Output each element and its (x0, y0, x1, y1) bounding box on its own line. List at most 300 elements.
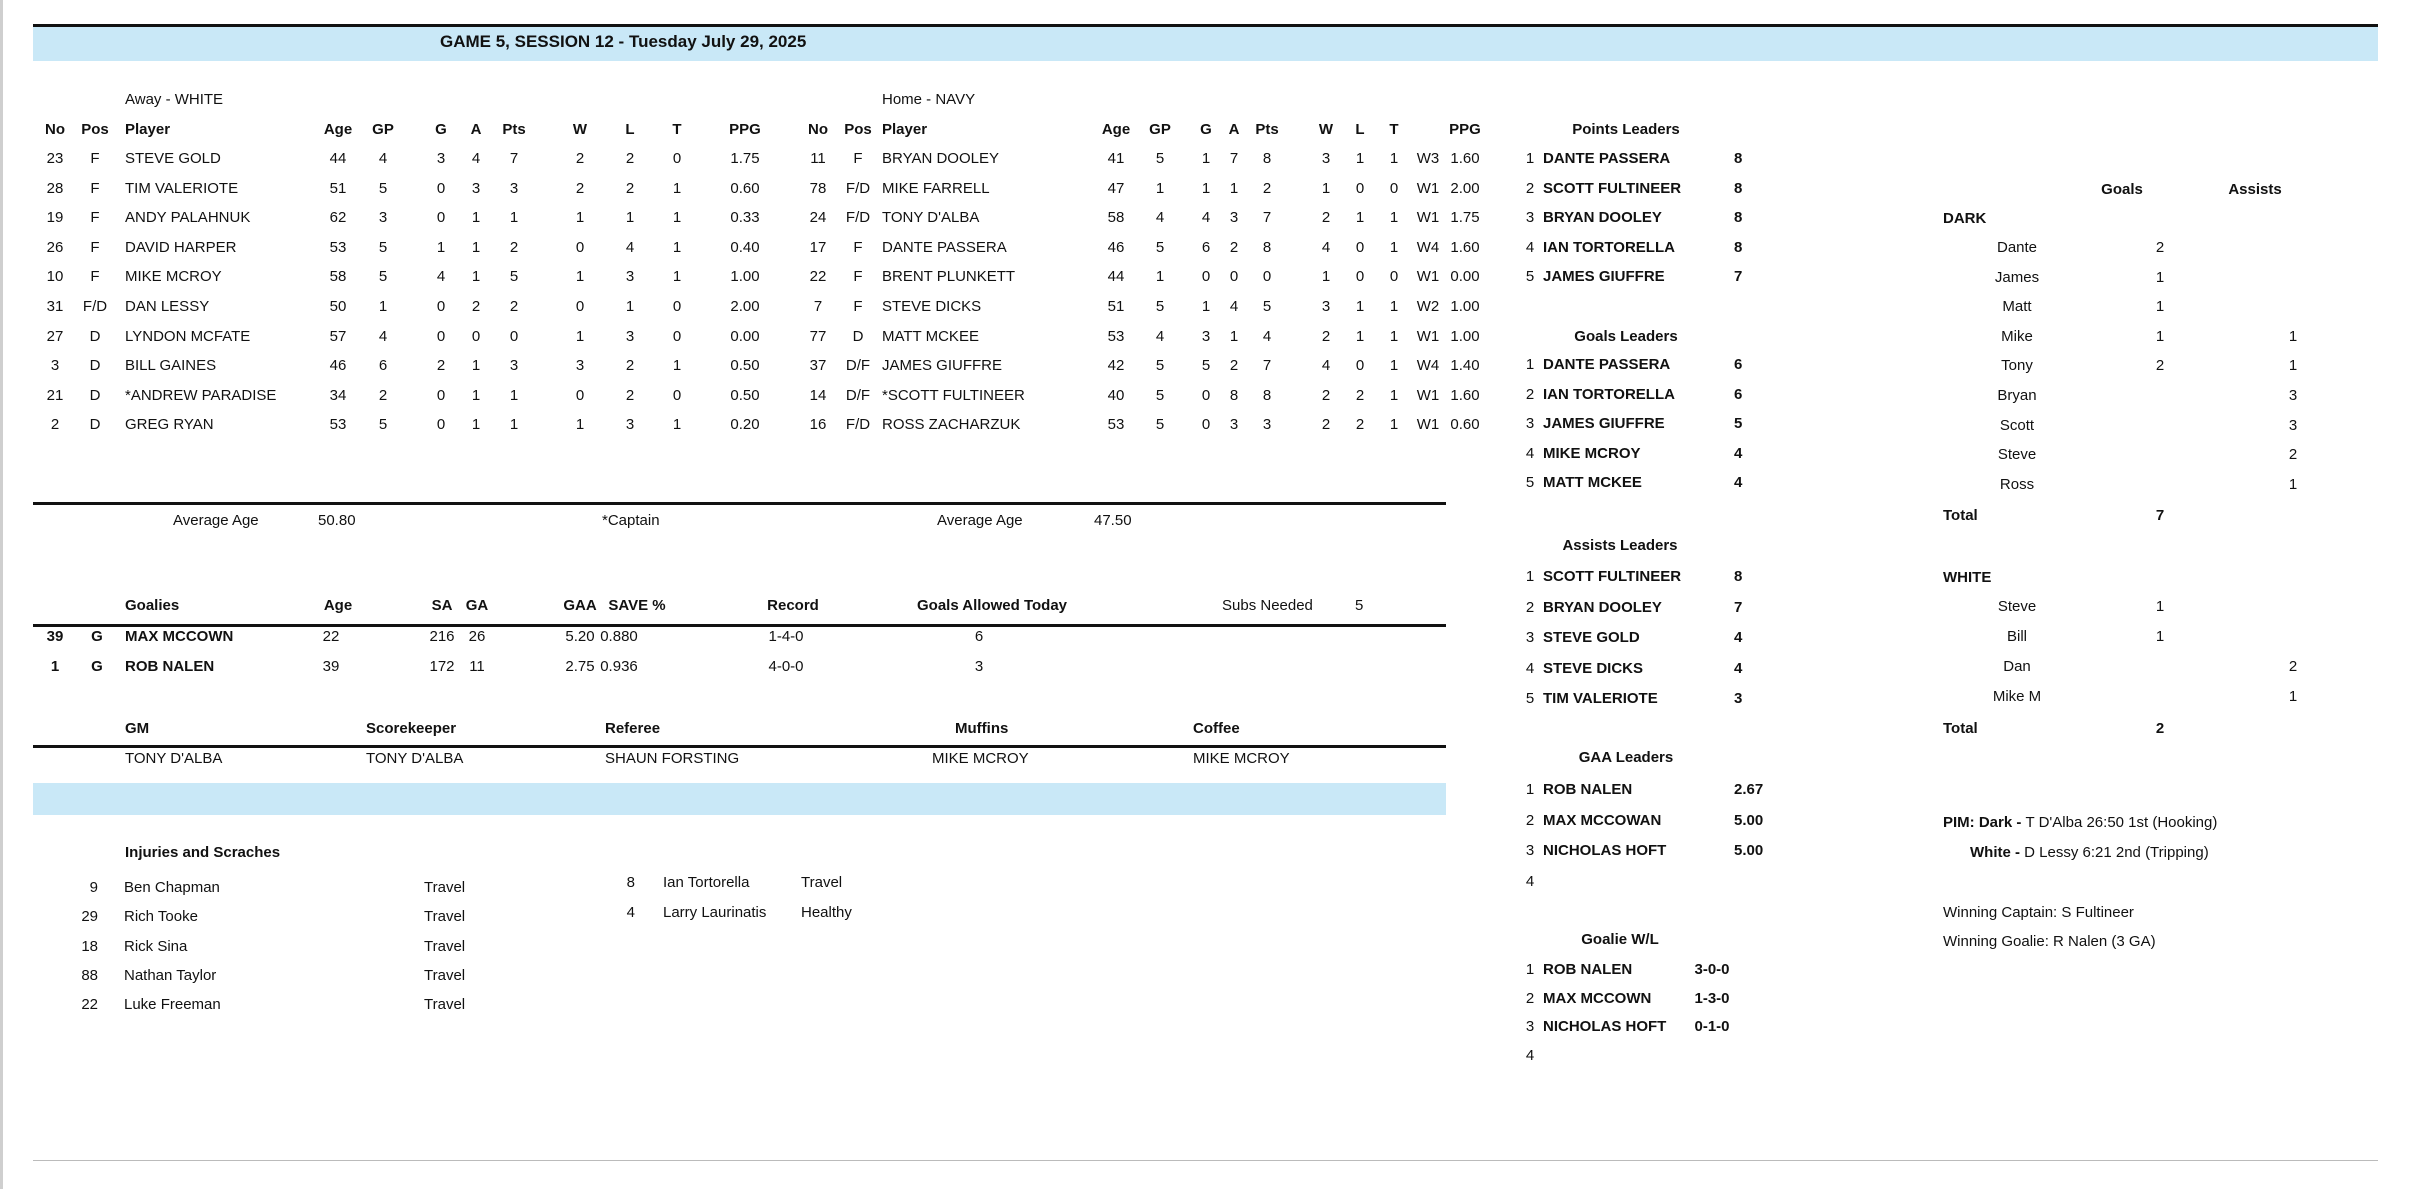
away-player-4-col-6: 1 (471, 268, 481, 285)
away-player-9-col-2: GREG RYAN (125, 416, 214, 433)
home-header-9: L (1355, 121, 1365, 138)
away-player-4-col-11: 1.00 (730, 268, 760, 285)
pim-dark-text: T D'Alba 26:50 1st (Hooking) (2025, 814, 2218, 831)
home-player-4-col-0: 22 (809, 268, 827, 285)
away-player-2-col-2: ANDY PALAHNUK (125, 209, 251, 226)
staff-header-3: Muffins (955, 720, 1009, 737)
away-player-0-col-7: 7 (509, 150, 519, 167)
leaders-gaa-rank-3: 4 (1525, 873, 1535, 890)
leaders-points-name-4: JAMES GIUFFRE (1543, 268, 1665, 285)
white-player-3: Mike M (1992, 688, 2042, 705)
injury-right-1-number: 4 (626, 904, 635, 921)
home-player-2-col-11: W1 (1416, 209, 1440, 226)
injury-left-0-number: 9 (89, 879, 98, 896)
away-player-3-col-11: 0.40 (730, 239, 760, 256)
leaders-goals-name-2: JAMES GIUFFRE (1543, 415, 1665, 432)
goalie-row-1-col-2: ROB NALEN (125, 658, 215, 675)
away-player-1-col-9: 2 (625, 180, 635, 197)
away-player-9-col-3: 53 (329, 416, 347, 433)
home-player-4-col-10: 0 (1389, 268, 1399, 285)
away-player-7-col-9: 2 (625, 357, 635, 374)
leaders-goals-name-1: IAN TORTORELLA (1543, 386, 1675, 403)
pim-dark-label: PIM: Dark - (1943, 814, 2026, 831)
away-player-9-col-9: 3 (625, 416, 635, 433)
away-player-6-col-0: 27 (46, 328, 64, 345)
away-player-5-col-1: F/D (82, 298, 108, 315)
leaders-assists-name-1: BRYAN DOOLEY (1543, 599, 1662, 616)
injury-left-4-number: 22 (81, 996, 98, 1013)
home-player-1-col-3: 47 (1107, 180, 1125, 197)
leaders-points-name-3: IAN TORTORELLA (1543, 239, 1675, 256)
home-player-9-col-1: F/D (845, 416, 871, 433)
home-player-5-col-0: 7 (813, 298, 823, 315)
away-player-5-col-3: 50 (329, 298, 347, 315)
leaders-wl-value-2: 0-1-0 (1694, 1018, 1730, 1035)
home-player-3-col-0: 17 (809, 239, 827, 256)
home-player-5-col-2: STEVE DICKS (882, 298, 982, 315)
home-player-2-col-8: 2 (1321, 209, 1331, 226)
away-player-6-col-9: 3 (625, 328, 635, 345)
away-player-8-col-1: D (89, 387, 101, 404)
title-bar (33, 27, 2378, 61)
dark-assists-8: 1 (2288, 476, 2298, 493)
away-player-0-col-11: 1.75 (730, 150, 760, 167)
leaders-goals-name-3: MIKE MCROY (1543, 445, 1641, 462)
injury-right-1-name: Larry Laurinatis (663, 904, 767, 921)
home-player-4-col-7: 0 (1262, 268, 1272, 285)
away-player-6-col-10: 0 (672, 328, 682, 345)
home-player-6-col-2: MATT MCKEE (882, 328, 979, 345)
injury-left-1-reason: Travel (424, 908, 466, 925)
home-header-5: G (1200, 121, 1212, 138)
away-player-6-col-4: 4 (378, 328, 388, 345)
home-player-8-col-2: *SCOTT FULTINEER (882, 387, 1025, 404)
leaders-gaa-name-1: MAX MCCOWAN (1543, 812, 1662, 829)
away-header-8: W (572, 121, 588, 138)
injuries-title: Injuries and Scraches (125, 844, 281, 861)
home-player-9-col-7: 3 (1262, 416, 1272, 433)
leaders-wl-title: Goalie W/L (1581, 931, 1659, 948)
staff-divider (33, 745, 1446, 748)
home-player-0-col-10: 1 (1389, 150, 1399, 167)
home-player-7-col-9: 0 (1355, 357, 1365, 374)
home-player-6-col-11: W1 (1416, 328, 1440, 345)
away-average-age: 50.80 (318, 512, 356, 529)
leaders-gaa-name-0: ROB NALEN (1543, 781, 1633, 798)
goalie-row-1-col-1: G (91, 658, 103, 675)
home-player-5-col-3: 51 (1107, 298, 1125, 315)
leaders-assists-name-4: TIM VALERIOTE (1543, 690, 1658, 707)
away-header-3: Age (323, 121, 353, 138)
home-player-5-col-6: 4 (1229, 298, 1239, 315)
white-player-1: Bill (2006, 628, 2027, 645)
goalie-row-1-col-3: 39 (322, 658, 340, 675)
away-player-9-col-11: 0.20 (730, 416, 760, 433)
home-player-7-col-4: 5 (1155, 357, 1165, 374)
away-player-6-col-2: LYNDON MCFATE (125, 328, 251, 345)
away-player-2-col-9: 1 (625, 209, 635, 226)
home-player-8-col-12: 1.60 (1450, 387, 1480, 404)
home-player-2-col-1: F/D (845, 209, 871, 226)
staff-header-4: Coffee (1193, 720, 1240, 737)
leaders-goals-rank-3: 4 (1525, 445, 1535, 462)
injury-left-3-name: Nathan Taylor (124, 967, 217, 984)
away-player-4-col-0: 10 (46, 268, 64, 285)
away-player-8-col-9: 2 (625, 387, 635, 404)
goalie-row-1-col-8: 4-0-0 (768, 658, 804, 675)
home-player-1-col-4: 1 (1155, 180, 1165, 197)
staff-value-1: TONY D'ALBA (366, 750, 464, 767)
home-player-8-col-11: W1 (1416, 387, 1440, 404)
away-player-6-col-7: 0 (509, 328, 519, 345)
away-player-2-col-4: 3 (378, 209, 388, 226)
home-player-4-col-8: 1 (1321, 268, 1331, 285)
pim-white-label: White - (1970, 844, 2025, 861)
home-player-4-col-9: 0 (1355, 268, 1365, 285)
away-player-7-col-11: 0.50 (730, 357, 760, 374)
home-player-1-col-7: 2 (1262, 180, 1272, 197)
away-player-6-col-11: 0.00 (730, 328, 760, 345)
away-player-1-col-3: 51 (329, 180, 347, 197)
away-player-1-col-1: F (90, 180, 100, 197)
home-player-2-col-2: TONY D'ALBA (882, 209, 980, 226)
home-player-8-col-0: 14 (809, 387, 827, 404)
goalie-header-1: Age (323, 597, 353, 614)
away-player-1-col-6: 3 (471, 180, 481, 197)
leaders-goals-title: Goals Leaders (1574, 328, 1678, 345)
home-player-8-col-8: 2 (1321, 387, 1331, 404)
staff-value-3: MIKE MCROY (932, 750, 1029, 767)
away-header-0: No (45, 121, 65, 138)
injury-left-0-name: Ben Chapman (124, 879, 220, 896)
leaders-goals-name-4: MATT MCKEE (1543, 474, 1642, 491)
away-player-7-col-8: 3 (575, 357, 585, 374)
bottom-rule (33, 1160, 2378, 1161)
home-player-6-col-9: 1 (1355, 328, 1365, 345)
leaders-assists-value-1: 7 (1734, 599, 1743, 616)
away-team-label: Away - WHITE (125, 91, 224, 108)
home-player-3-col-10: 1 (1389, 239, 1399, 256)
section-bar (33, 783, 1446, 815)
subs-needed-value: 5 (1355, 597, 1364, 614)
away-player-3-col-3: 53 (329, 239, 347, 256)
away-player-7-col-0: 3 (50, 357, 60, 374)
leaders-goals-value-4: 4 (1734, 474, 1743, 491)
injury-right-0-name: Ian Tortorella (663, 874, 750, 891)
away-player-7-col-5: 2 (436, 357, 446, 374)
goalie-row-0-col-7: 0.880 (600, 628, 638, 645)
away-player-2-col-10: 1 (672, 209, 682, 226)
away-player-1-col-5: 0 (436, 180, 446, 197)
staff-header-0: GM (125, 720, 150, 737)
home-player-5-col-7: 5 (1262, 298, 1272, 315)
home-player-9-col-9: 2 (1355, 416, 1365, 433)
staff-value-4: MIKE MCROY (1193, 750, 1290, 767)
away-player-1-col-11: 0.60 (730, 180, 760, 197)
home-player-2-col-9: 1 (1355, 209, 1365, 226)
leaders-gaa-title: GAA Leaders (1578, 749, 1674, 766)
away-player-5-col-10: 0 (672, 298, 682, 315)
leaders-points-name-0: DANTE PASSERA (1543, 150, 1671, 167)
away-player-4-col-8: 1 (575, 268, 585, 285)
away-player-8-col-8: 0 (575, 387, 585, 404)
injury-left-1-number: 29 (81, 908, 98, 925)
home-player-4-col-4: 1 (1155, 268, 1165, 285)
goalie-row-0-col-4: 216 (429, 628, 455, 645)
dark-player-4: Tony (2001, 357, 2033, 374)
white-label: WHITE (1943, 569, 1992, 586)
leaders-points-rank-0: 1 (1525, 150, 1535, 167)
goalie-row-1-col-4: 172 (429, 658, 455, 675)
home-header-3: Age (1101, 121, 1131, 138)
away-player-0-col-9: 2 (625, 150, 635, 167)
home-player-6-col-0: 77 (809, 328, 827, 345)
home-player-2-col-3: 58 (1107, 209, 1125, 226)
leaders-wl-name-0: ROB NALEN (1543, 961, 1633, 978)
away-player-9-col-1: D (89, 416, 101, 433)
away-player-8-col-5: 0 (436, 387, 446, 404)
away-player-7-col-6: 1 (471, 357, 481, 374)
home-player-6-col-4: 4 (1155, 328, 1165, 345)
away-player-3-col-9: 4 (625, 239, 635, 256)
home-player-8-col-5: 0 (1201, 387, 1211, 404)
home-player-9-col-5: 0 (1201, 416, 1211, 433)
injury-left-2-reason: Travel (424, 938, 466, 955)
goalie-row-0-col-9: 6 (974, 628, 984, 645)
injury-right-0-reason: Travel (801, 874, 843, 891)
white-total-label: Total (1943, 720, 1978, 737)
away-player-2-col-7: 1 (509, 209, 519, 226)
home-player-1-col-6: 1 (1229, 180, 1239, 197)
leaders-assists-name-3: STEVE DICKS (1543, 660, 1644, 677)
home-player-6-col-1: D (852, 328, 864, 345)
home-player-0-col-8: 3 (1321, 150, 1331, 167)
home-player-7-col-10: 1 (1389, 357, 1399, 374)
white-total: 2 (2155, 720, 2165, 737)
home-player-0-col-12: 1.60 (1450, 150, 1480, 167)
home-player-1-col-0: 78 (809, 180, 827, 197)
away-player-3-col-5: 1 (436, 239, 446, 256)
home-player-4-col-5: 0 (1201, 268, 1211, 285)
leaders-wl-rank-3: 4 (1525, 1047, 1535, 1064)
injury-left-2-number: 18 (81, 938, 98, 955)
goalie-row-0-col-3: 22 (322, 628, 340, 645)
injury-left-3-reason: Travel (424, 967, 466, 984)
white-goals-1: 1 (2155, 628, 2165, 645)
away-player-0-col-8: 2 (575, 150, 585, 167)
home-player-4-col-6: 0 (1229, 268, 1239, 285)
home-player-4-col-2: BRENT PLUNKETT (882, 268, 1016, 285)
home-player-1-col-10: 0 (1389, 180, 1399, 197)
injury-left-4-name: Luke Freeman (124, 996, 221, 1013)
home-player-0-col-1: F (853, 150, 863, 167)
leaders-assists-name-2: STEVE GOLD (1543, 629, 1640, 646)
away-player-2-col-3: 62 (329, 209, 347, 226)
away-player-5-col-2: DAN LESSY (125, 298, 210, 315)
away-player-1-col-0: 28 (46, 180, 64, 197)
leaders-wl-name-2: NICHOLAS HOFT (1543, 1018, 1667, 1035)
away-header-1: Pos (81, 121, 109, 138)
away-player-7-col-4: 6 (378, 357, 388, 374)
away-player-5-col-5: 0 (436, 298, 446, 315)
away-player-5-col-7: 2 (509, 298, 519, 315)
injury-left-1-name: Rich Tooke (124, 908, 198, 925)
away-player-0-col-1: F (90, 150, 100, 167)
dark-goals-3: 1 (2155, 328, 2165, 345)
away-player-4-col-1: F (90, 268, 100, 285)
leaders-assists-rank-0: 1 (1525, 568, 1535, 585)
dark-player-1: James (1994, 269, 2040, 286)
home-player-3-col-8: 4 (1321, 239, 1331, 256)
home-player-0-col-3: 41 (1107, 150, 1125, 167)
away-player-0-col-10: 0 (672, 150, 682, 167)
leaders-goals-rank-2: 3 (1525, 415, 1535, 432)
away-player-0-col-0: 23 (46, 150, 64, 167)
home-player-9-col-11: W1 (1416, 416, 1440, 433)
leaders-wl-value-1: 1-3-0 (1694, 990, 1730, 1007)
home-player-2-col-10: 1 (1389, 209, 1399, 226)
winning-goalie: Winning Goalie: R Nalen (3 GA) (1943, 933, 2156, 950)
goalie-header-4: GAA (563, 597, 597, 614)
away-player-1-col-4: 5 (378, 180, 388, 197)
goalie-header-6: Record (767, 597, 819, 614)
away-header-10: T (672, 121, 682, 138)
leaders-gaa-name-2: NICHOLAS HOFT (1543, 842, 1667, 859)
away-player-3-col-1: F (90, 239, 100, 256)
home-player-1-col-9: 0 (1355, 180, 1365, 197)
white-player-0: Steve (1997, 598, 2037, 615)
leaders-goals-value-0: 6 (1734, 356, 1743, 373)
home-player-4-col-1: F (853, 268, 863, 285)
home-player-7-col-0: 37 (809, 357, 827, 374)
home-player-8-col-7: 8 (1262, 387, 1272, 404)
staff-header-2: Referee (605, 720, 661, 737)
home-player-4-col-12: 0.00 (1450, 268, 1480, 285)
away-player-7-col-2: BILL GAINES (125, 357, 217, 374)
away-player-9-col-10: 1 (672, 416, 682, 433)
home-player-9-col-3: 53 (1107, 416, 1125, 433)
away-player-0-col-2: STEVE GOLD (125, 150, 221, 167)
home-player-9-col-4: 5 (1155, 416, 1165, 433)
dark-player-2: Matt (2002, 298, 2032, 315)
leaders-wl-name-1: MAX MCCOWN (1543, 990, 1652, 1007)
home-player-0-col-5: 1 (1201, 150, 1211, 167)
goals-header: Goals (2101, 181, 2143, 198)
home-header-4: GP (1149, 121, 1171, 138)
home-header-0: No (808, 121, 828, 138)
away-player-2-col-5: 0 (436, 209, 446, 226)
goalie-row-1-col-7: 0.936 (600, 658, 638, 675)
goalie-row-0-col-5: 26 (468, 628, 486, 645)
home-player-4-col-3: 44 (1107, 268, 1125, 285)
home-player-5-col-5: 1 (1201, 298, 1211, 315)
home-header-7: Pts (1255, 121, 1279, 138)
home-player-6-col-3: 53 (1107, 328, 1125, 345)
leaders-points-value-1: 8 (1734, 180, 1743, 197)
away-player-2-col-11: 0.33 (730, 209, 760, 226)
leaders-assists-rank-1: 2 (1525, 599, 1535, 616)
away-player-4-col-7: 5 (509, 268, 519, 285)
leaders-points-rank-4: 5 (1525, 268, 1535, 285)
home-header-1: Pos (844, 121, 872, 138)
dark-goals-4: 2 (2155, 357, 2165, 374)
away-player-0-col-5: 3 (436, 150, 446, 167)
away-player-8-col-10: 0 (672, 387, 682, 404)
dark-goals-0: 2 (2155, 239, 2165, 256)
away-player-4-col-9: 3 (625, 268, 635, 285)
away-player-9-col-0: 2 (50, 416, 60, 433)
goalie-divider (33, 624, 1446, 627)
away-average-age-label: Average Age (173, 512, 259, 529)
leaders-assists-title: Assists Leaders (1562, 537, 1678, 554)
staff-value-2: SHAUN FORSTING (605, 750, 740, 767)
away-player-3-col-2: DAVID HARPER (125, 239, 237, 256)
home-player-2-col-7: 7 (1262, 209, 1272, 226)
dark-goals-2: 1 (2155, 298, 2165, 315)
page-title: GAME 5, SESSION 12 - Tuesday July 29, 2025 (440, 32, 807, 51)
goalie-row-0-col-2: MAX MCCOWN (125, 628, 234, 645)
away-player-6-col-1: D (89, 328, 101, 345)
goalie-row-1-col-0: 1 (50, 658, 60, 675)
away-player-5-col-9: 1 (625, 298, 635, 315)
white-assists-3: 1 (2288, 688, 2298, 705)
home-player-5-col-12: 1.00 (1450, 298, 1480, 315)
away-player-8-col-2: *ANDREW PARADISE (125, 387, 277, 404)
away-player-3-col-10: 1 (672, 239, 682, 256)
dark-goals-1: 1 (2155, 269, 2165, 286)
dark-assists-6: 3 (2288, 417, 2298, 434)
leaders-points-value-3: 8 (1734, 239, 1743, 256)
away-header-2: Player (125, 121, 171, 138)
away-player-1-col-10: 1 (672, 180, 682, 197)
leaders-assists-value-3: 4 (1734, 660, 1743, 677)
away-player-4-col-4: 5 (378, 268, 388, 285)
leaders-wl-rank-2: 3 (1525, 1018, 1535, 1035)
away-player-0-col-4: 4 (378, 150, 388, 167)
pim-white (1970, 844, 2209, 861)
pim-white-text: D Lessy 6:21 2nd (Tripping) (2024, 844, 2209, 861)
away-player-9-col-6: 1 (471, 416, 481, 433)
home-player-6-col-7: 4 (1262, 328, 1272, 345)
home-player-7-col-1: D/F (845, 357, 871, 374)
away-player-1-col-8: 2 (575, 180, 585, 197)
home-player-2-col-0: 24 (809, 209, 827, 226)
away-player-7-col-3: 46 (329, 357, 347, 374)
home-average-age-label: Average Age (937, 512, 1023, 529)
home-player-1-col-1: F/D (845, 180, 871, 197)
away-player-4-col-10: 1 (672, 268, 682, 285)
home-player-0-col-11: W3 (1416, 150, 1440, 167)
dark-total: 7 (2155, 507, 2165, 524)
home-header-6: A (1228, 121, 1240, 138)
away-player-8-col-11: 0.50 (730, 387, 760, 404)
dark-player-3: Mike (2001, 328, 2033, 345)
leaders-goals-rank-0: 1 (1525, 356, 1535, 373)
away-player-9-col-4: 5 (378, 416, 388, 433)
home-player-3-col-11: W4 (1416, 239, 1440, 256)
goalie-header-5: SAVE % (608, 597, 666, 614)
home-player-3-col-3: 46 (1107, 239, 1125, 256)
away-player-5-col-0: 31 (46, 298, 64, 315)
injury-left-2-name: Rick Sina (124, 938, 188, 955)
home-header-10: T (1389, 121, 1399, 138)
away-header-7: Pts (502, 121, 526, 138)
leaders-points-rank-2: 3 (1525, 209, 1535, 226)
white-player-2: Dan (2003, 658, 2031, 675)
leaders-wl-rank-1: 2 (1525, 990, 1535, 1007)
home-player-7-col-6: 2 (1229, 357, 1239, 374)
away-header-6: A (470, 121, 482, 138)
